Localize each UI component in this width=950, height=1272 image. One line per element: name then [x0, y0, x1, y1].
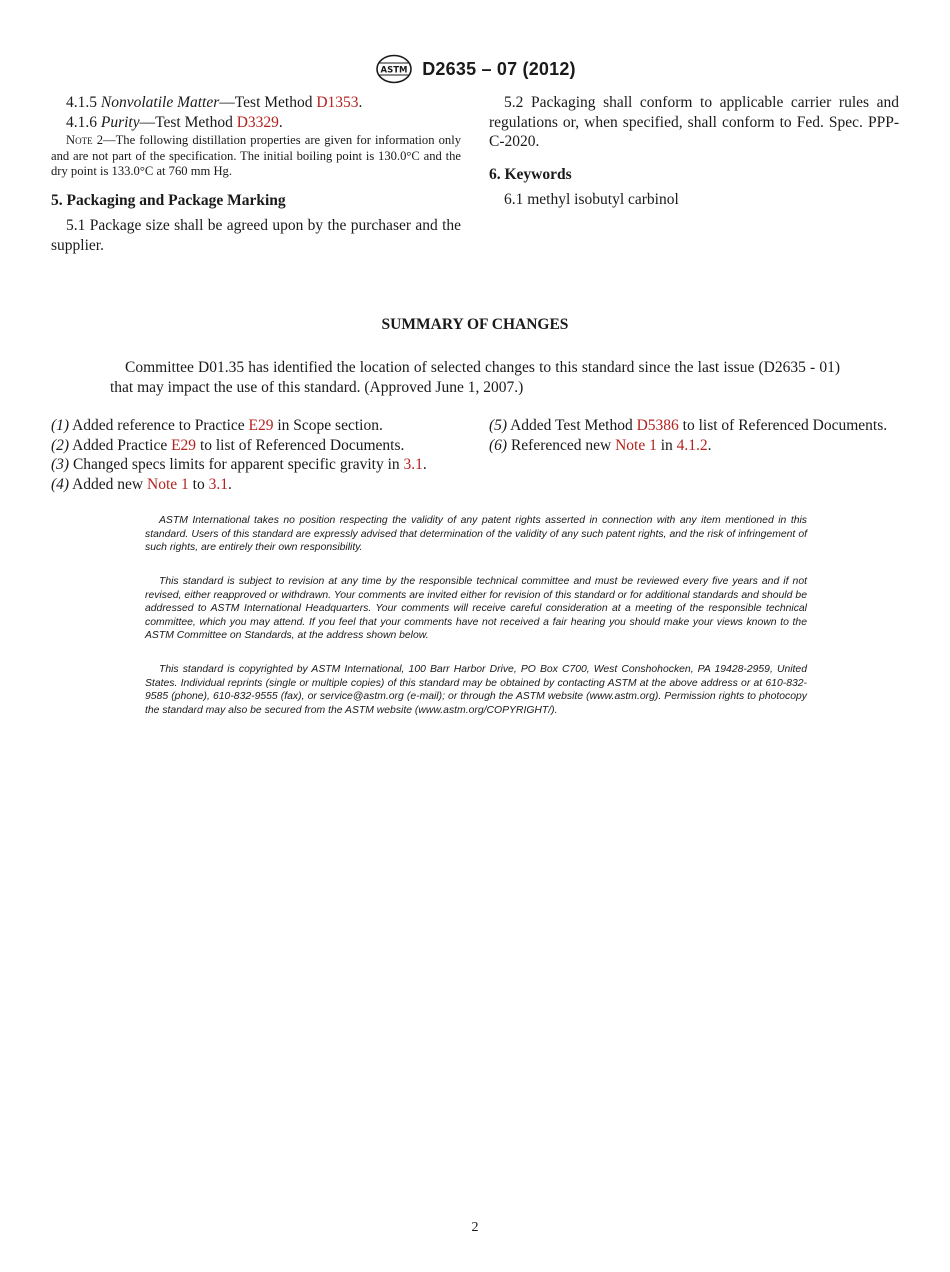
- ref-link-e29[interactable]: E29: [248, 417, 274, 434]
- section-5-2: 5.2 Packaging shall conform to applicable carrier rules and regulations or, when specified, shall conform to Fed. Spec. PPP-C-2020.: [489, 94, 899, 150]
- ref-link-note-1[interactable]: Note 1: [147, 475, 189, 493]
- revision-notice: This standard is subject to revision at any time by the responsible technical committee and must be reviewed every five years and if not revised, either reapproved or withdrawn. Your comments are invited either for revision of this standard or for additional standards and should be addressed to ASTM International Headquarters. Your comments will receive careful consideration at a meeting of the responsible technical committee, which you may attend. If you feel that your comments have not received a fair hearing you should make your views known to the ASTM Committee on Standards, at the address shown below.: [145, 576, 807, 642]
- section-text: —Test Method: [139, 113, 237, 131]
- section-text: —Test Method: [219, 94, 317, 111]
- ref-link-e29[interactable]: E29: [171, 436, 197, 454]
- ref-link-3-1[interactable]: 3.1: [208, 475, 228, 493]
- section-5-heading: 5. Packaging and Package Marking: [51, 191, 286, 209]
- change-text: Added reference to Practice: [69, 417, 249, 434]
- change-marker: (2): [51, 436, 70, 454]
- change-text: Changed specs limits for apparent specific gravity in: [69, 456, 404, 473]
- summary-title: SUMMARY OF CHANGES: [381, 316, 569, 333]
- note-text: —The following distillation properties are given for information only and are not part of the specification. The initial boiling point is 130.0°C and the dry point is 133.0°C at 760 mm Hg.: [51, 133, 461, 179]
- section-punct: .: [278, 113, 283, 131]
- change-text: to list of Referenced Documents.: [196, 436, 405, 454]
- change-item: [51, 475, 461, 495]
- change-text: Referenced new: [507, 436, 616, 454]
- page-header: [0, 52, 950, 86]
- section-number: 4.1.6: [66, 113, 97, 131]
- right-column: [489, 93, 899, 210]
- ref-link-4-1-2[interactable]: 4.1.2: [676, 436, 708, 454]
- ref-link-3-1[interactable]: 3.1: [403, 456, 423, 473]
- ref-link-d5386[interactable]: D5386: [636, 417, 679, 434]
- astm-logo-icon: [374, 53, 414, 85]
- note-2: [51, 133, 461, 180]
- section-6-1: 6.1 methyl isobutyl carbinol: [504, 191, 679, 208]
- change-text: Added Practice: [69, 436, 172, 454]
- document-designation: D2635 – 07 (2012): [422, 58, 576, 79]
- change-text: .: [707, 436, 712, 454]
- change-text: .: [422, 456, 427, 473]
- change-item: [51, 455, 461, 475]
- change-text: Added new: [69, 475, 147, 493]
- changes-list-left: [51, 416, 461, 494]
- change-text: .: [227, 475, 232, 493]
- section-number: 4.1.5: [66, 94, 97, 111]
- change-item: [489, 436, 899, 456]
- change-text: to list of Referenced Documents.: [678, 417, 888, 434]
- change-text: in: [656, 436, 677, 454]
- change-item: [489, 416, 899, 436]
- change-marker: (5): [489, 417, 508, 434]
- ref-link-d1353[interactable]: D1353: [316, 94, 359, 111]
- logo-text: ASTM: [380, 65, 408, 76]
- ref-link-note-1[interactable]: Note 1: [615, 436, 657, 454]
- section-6-heading: 6. Keywords: [489, 165, 572, 183]
- changes-list-right: [489, 416, 899, 455]
- section-term: Nonvolatile Matter: [100, 94, 220, 111]
- section-5-1: 5.1 Package size shall be agreed upon by the purchaser and the supplier.: [51, 217, 461, 254]
- change-text: in Scope section.: [273, 417, 383, 434]
- section-4-1-6: [51, 113, 461, 133]
- section-term: Purity: [100, 113, 140, 131]
- change-text: to: [188, 475, 209, 493]
- change-marker: (4): [51, 475, 70, 493]
- summary-intro: Committee D01.35 has identified the location of selected changes to this standard since the last issue (D2635 - 01) that may impact the use of this standard. (Approved June 1, 2007.): [110, 359, 840, 396]
- note-label: Note: [66, 133, 93, 147]
- change-item: [51, 416, 461, 436]
- page-number: 2: [471, 1220, 479, 1235]
- change-marker: (6): [489, 436, 508, 454]
- section-4-1-5: [51, 93, 461, 113]
- change-marker: (3): [51, 456, 70, 473]
- section-punct: .: [358, 94, 363, 111]
- patent-notice: ASTM International takes no position respecting the validity of any patent rights asserted in connection with any item mentioned in this standard. Users of this standard are expressly advised that determination of the validity of any such patent rights, and the risk of infringement of such rights, are entirely their own responsibility.: [145, 515, 807, 554]
- left-column: [51, 93, 461, 255]
- note-number: 2: [96, 133, 103, 147]
- ref-link-d3329[interactable]: D3329: [236, 113, 279, 131]
- change-text: Added Test Method: [507, 417, 637, 434]
- copyright-notice: This standard is copyrighted by ASTM International, 100 Barr Harbor Drive, PO Box C700, West Conshohocken, PA 19428-2959, United States. Individual reprints (single or multiple copies) of this standard may be obtained by contacting ASTM at the above address or at 610-832-9585 (phone), 610-832-9555 (fax), or service@astm.org (e-mail); or through the ASTM website (www.astm.org). Permission rights to photocopy the standard may also be secured from the ASTM website (www.astm.org/COPYRIGHT/).: [145, 664, 807, 716]
- change-item: [51, 436, 461, 456]
- change-marker: (1): [51, 417, 70, 434]
